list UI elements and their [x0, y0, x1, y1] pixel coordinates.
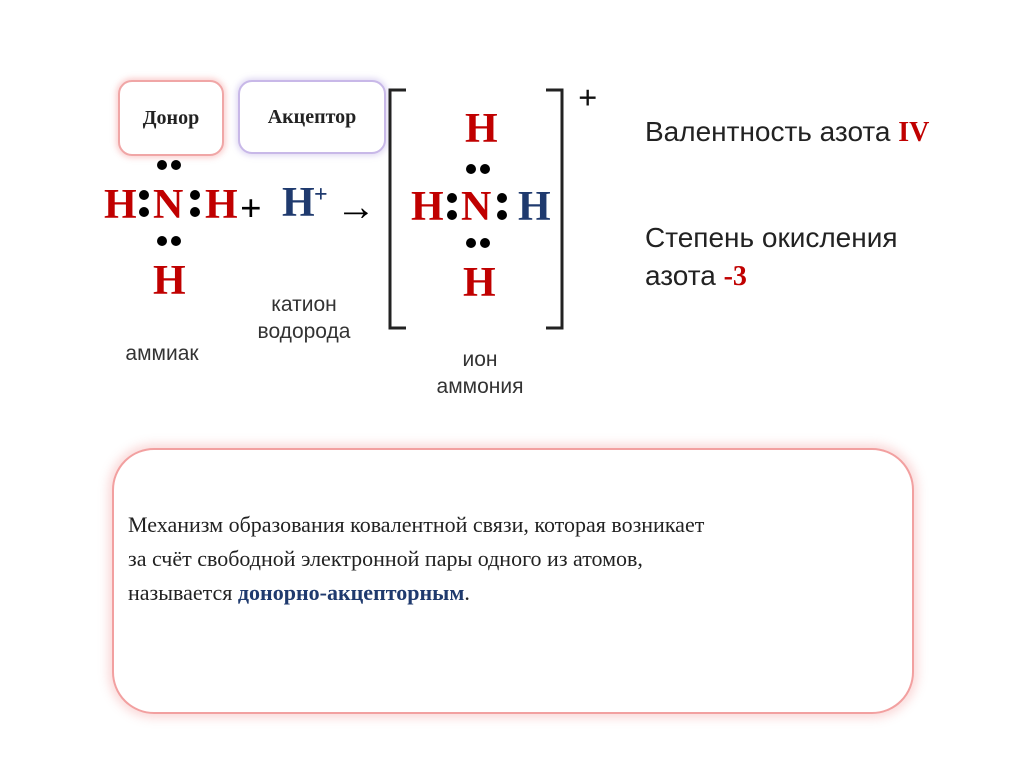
proton-symbol: H — [282, 180, 315, 226]
oxidation-line1: Степень окисления — [645, 222, 898, 253]
proton-caption-line1: катион — [271, 293, 337, 316]
definition-line2: за счёт свободной электронной пары одного из атомов, — [128, 546, 643, 571]
electron-dot — [497, 210, 507, 220]
valence-value: IV — [898, 117, 930, 148]
donor-label: Донор — [142, 106, 200, 129]
electron-dot — [171, 160, 181, 170]
electron-dot — [447, 193, 457, 203]
electron-dot — [466, 164, 476, 174]
proton-caption-line2: водорода — [257, 320, 351, 343]
ammonia-n: N — [153, 182, 184, 228]
electron-dot — [190, 207, 200, 217]
donor-label-box — [118, 80, 224, 156]
electron-dot — [480, 238, 490, 248]
oxidation-prefix: азота — [645, 260, 724, 291]
electron-dot — [466, 238, 476, 248]
ammonium-h-top: H — [465, 106, 498, 152]
ammonium-charge: + — [578, 80, 598, 117]
ammonium-n: N — [461, 184, 492, 230]
ammonia-caption: аммиак — [125, 342, 199, 365]
definition-line3-suffix: . — [464, 580, 470, 605]
ammonia-h-right: H — [205, 182, 238, 228]
electron-dot — [139, 207, 149, 217]
ammonium-caption-line1: ион — [462, 348, 498, 371]
proton-charge: + — [314, 182, 328, 208]
electron-dot — [190, 190, 200, 200]
definition-term: донорно-акцепторным — [237, 580, 465, 605]
definition-text — [128, 508, 888, 610]
electron-dot — [157, 160, 167, 170]
oxidation-statement — [645, 219, 898, 296]
electron-dot — [157, 236, 167, 246]
electron-dot — [447, 210, 457, 220]
acceptor-label-box — [238, 80, 386, 154]
definition-line1: Механизм образования ковалентной связи, которая возникает — [128, 512, 705, 537]
ammonia-h-bottom: H — [153, 258, 186, 304]
electron-dot — [480, 164, 490, 174]
ammonia-h-left: H — [104, 182, 137, 228]
ammonium-caption — [420, 346, 540, 400]
electron-dot — [497, 193, 507, 203]
ammonium-h-left: H — [411, 184, 444, 230]
electron-dot — [171, 236, 181, 246]
ammonium-h-bottom: H — [463, 260, 496, 306]
left-bracket — [390, 90, 406, 328]
reaction-arrow: → — [336, 184, 376, 229]
proton-caption — [252, 291, 356, 345]
valence-prefix: Валентность азота — [645, 116, 899, 147]
plus-sign: + — [240, 188, 262, 230]
valence-statement — [645, 113, 929, 152]
definition-line3-prefix: называется — [128, 580, 238, 605]
ammonium-caption-line2: аммония — [436, 375, 524, 398]
oxidation-value: -3 — [723, 261, 747, 292]
acceptor-label: Акцептор — [267, 105, 357, 128]
electron-dot — [139, 190, 149, 200]
ammonium-h-right: H — [518, 184, 551, 230]
